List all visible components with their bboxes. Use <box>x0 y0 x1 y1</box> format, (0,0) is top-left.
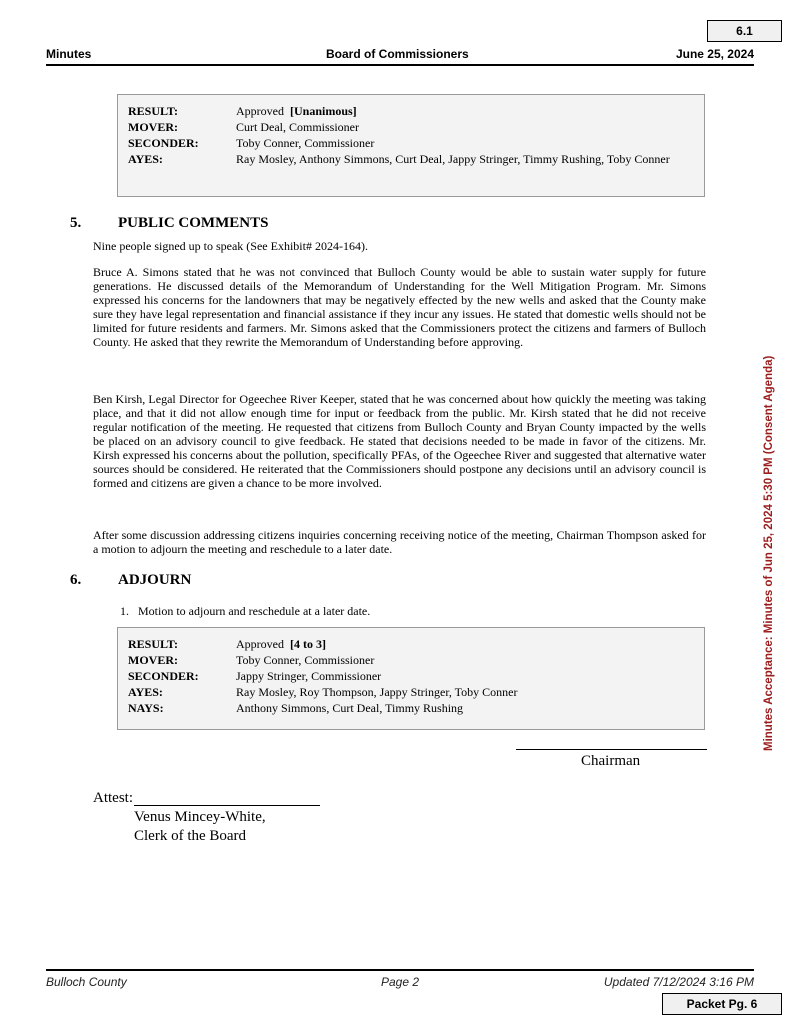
vote1-result-detail: [Unanimous] <box>290 104 357 118</box>
vote2-result-value <box>236 636 694 652</box>
vote2-seconder-label: SECONDER: <box>128 669 199 683</box>
vote2-result-row <box>128 636 694 652</box>
vote2-nays: Anthony Simmons, Curt Deal, Timmy Rushing <box>236 701 464 715</box>
vote1-result-row <box>128 103 694 119</box>
vote2-mover-row <box>128 652 694 668</box>
motion-text: 1. Motion to adjourn and reschedule at a later date. <box>120 604 371 618</box>
public-comment-paragraph: After some discussion addressing citizens inquiries concerning receiving notice of the meeting, Chairman Thompson asked for a motion to adjourn the meeting and reschedule to a later date. <box>93 528 706 556</box>
vote2-ayes-label: AYES: <box>128 685 163 699</box>
attest-signature-line <box>134 805 320 806</box>
vote-box-2 <box>117 627 705 730</box>
chairman-label: Chairman <box>581 753 641 769</box>
minutes-acceptance-side-note: Minutes Acceptance: Minutes of Jun 25, 2024 5:30 PM (Consent Agenda) <box>763 355 775 751</box>
section-6-number: 6. <box>70 572 82 588</box>
vote1-seconder-label: SECONDER: <box>128 136 199 150</box>
item-number-badge: 6.1 <box>707 20 782 42</box>
footer-left: Bulloch County <box>46 975 127 989</box>
clerk-name: Venus Mincey-White, <box>134 809 266 825</box>
attest-label: Attest: <box>93 790 133 806</box>
vote2-nays-row <box>128 700 694 716</box>
vote1-mover: Curt Deal, Commissioner <box>236 120 359 134</box>
vote2-mover-label: MOVER: <box>128 653 178 667</box>
vote2-seconder: Jappy Stringer, Commissioner <box>236 669 382 683</box>
vote1-ayes-label: AYES: <box>128 152 163 166</box>
vote2-ayes: Ray Mosley, Roy Thompson, Jappy Stringer, Toby Conner <box>236 685 518 699</box>
public-comment-paragraph: Nine people signed up to speak (See Exhibit# 2024-164). <box>93 239 368 253</box>
vote1-ayes: Ray Mosley, Anthony Simmons, Curt Deal, Jappy Stringer, Timmy Rushing, Toby Conner <box>236 152 670 166</box>
vote1-seconder-row <box>128 135 694 151</box>
vote2-seconder-row <box>128 668 694 684</box>
public-comment-paragraph: Bruce A. Simons stated that he was not convinced that Bulloch County would be able to sustain water supply for future generations. He discussed details of the Memorandum of Understanding for the Well Mitigation Program. Mr. Simons expressed his concerns for the landowners that may be negatively effected by the new wells and asked that the County make sure they have legal representation and financial assistance if they incur any issues. He stated that domestic wells should not be limited for future residents and farmers. Mr. Simons asked that the Commissioners protect the citizens and farmers of Bulloch County. He asked that they rewrite the Memorandum of Understanding before approving. <box>93 265 706 349</box>
section-5-title: PUBLIC COMMENTS <box>118 215 269 231</box>
header-rule <box>46 64 754 66</box>
vote2-mover: Toby Conner, Commissioner <box>236 653 375 667</box>
vote-box-1 <box>117 94 705 197</box>
vote1-result-value <box>236 103 694 119</box>
header-date: June 25, 2024 <box>675 47 754 61</box>
vote1-result-label: RESULT: <box>128 104 179 118</box>
vote2-result-label: RESULT: <box>128 637 179 651</box>
vote1-mover-row <box>128 119 694 135</box>
chairman-signature-line <box>516 749 707 750</box>
header-center: Board of Commissioners <box>326 47 469 61</box>
footer-page-number: Page 2 <box>381 975 420 989</box>
section-6-title: ADJOURN <box>118 572 192 588</box>
vote1-mover-label: MOVER: <box>128 120 178 134</box>
footer-updated: Updated 7/12/2024 3:16 PM <box>603 975 754 989</box>
footer-rule <box>46 969 754 971</box>
public-comment-paragraph: Ben Kirsh, Legal Director for Ogeechee River Keeper, stated that he was concerned about how quickly the meeting was taking place, and that it did not allow enough time for input or feedback from the public. Mr. Kirsh stated that he did not receive regular notification of the meeting. He requested that citizens from Bulloch County and Bryan County impacted by the wells be placed on an advisory council to give feedback. He stated that decisions needed to be made in favor of the citizens. Mr. Kirsh expressed his concerns about the pollution, specifically PFAs, of the Ogeechee River and suggested that alternative water sources should be considered. He reiterated that the Commissioners should postpone any decisions until an advisory council is formed and citizens are given a chance to be more involved. <box>93 392 706 490</box>
vote1-seconder: Toby Conner, Commissioner <box>236 136 375 150</box>
vote2-nays-label: NAYS: <box>128 701 164 715</box>
vote1-ayes-row <box>128 151 694 167</box>
vote2-ayes-row <box>128 684 694 700</box>
vote2-result-detail: [4 to 3] <box>290 637 326 651</box>
vote2-result: Approved <box>236 637 284 651</box>
vote1-result: Approved <box>236 104 284 118</box>
packet-page-badge: Packet Pg. 6 <box>662 993 782 1015</box>
section-5-number: 5. <box>70 215 82 231</box>
clerk-title: Clerk of the Board <box>134 828 247 844</box>
header-left: Minutes <box>46 47 92 61</box>
